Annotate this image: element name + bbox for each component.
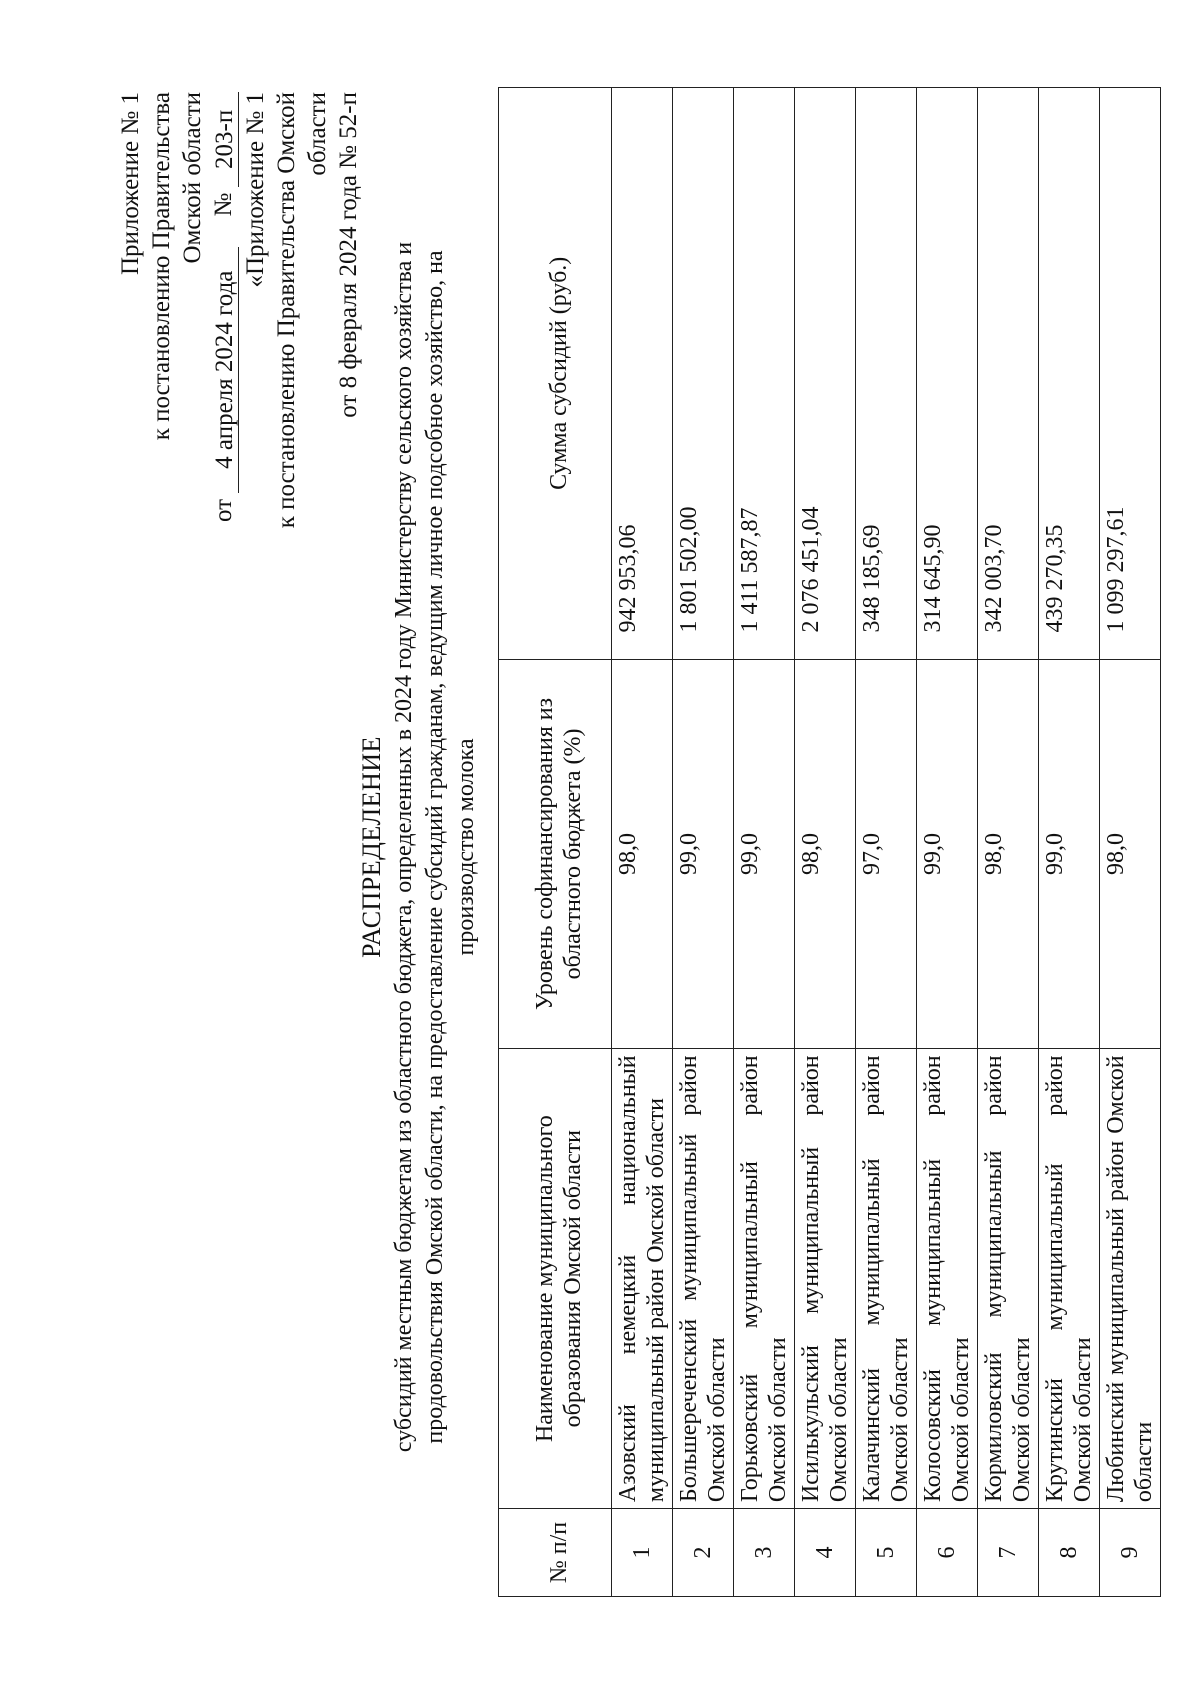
row-sum: 1 801 502,00 [673,88,734,660]
row-sum: 1 411 587,87 [734,88,795,660]
document-subtitle: субсидий местным бюджетам из областного бюджета, определенных в 2024 году Министерству сельского хозяйства и продовольствия Омской области, на предоставление субсидий гражданам, ведущим личное подсобное хозяйство, на производство молока [391,241,479,1453]
row-num: 3 [734,1509,795,1597]
row-level: 99,0 [673,659,734,1049]
row-level: 99,0 [734,659,795,1049]
row-sum: 942 953,06 [612,88,673,660]
appendix-resolution-line: к постановлению Правительства Омской области [148,92,206,441]
row-sum: 342 003,70 [978,88,1039,660]
table-row [917,88,978,1597]
row-level: 98,0 [1100,659,1161,1049]
appendix-header [115,92,239,522]
table-row [673,88,734,1597]
row-num: 8 [1039,1509,1100,1597]
table-row [612,88,673,1597]
document-title: РАСПРЕДЕЛЕНИЕ [357,736,386,958]
row-num: 6 [917,1509,978,1597]
appendix-title: Приложение № 1 [117,92,144,276]
row-level: 99,0 [917,659,978,1049]
table-row [856,88,917,1597]
appendix-date: 4 апреля 2024 года [212,247,239,493]
row-level: 97,0 [856,659,917,1049]
row-num: 2 [673,1509,734,1597]
row-name: Калачинский муниципальный район Омской области [856,1049,917,1509]
table-row [795,88,856,1597]
appendix-date-row [208,92,239,522]
row-name: Большереченский муниципальный район Омской области [673,1049,734,1509]
previous-appendix [240,92,364,617]
table-row [1039,88,1100,1597]
row-sum: 2 076 451,04 [795,88,856,660]
appendix-number: 203-п [212,92,239,187]
table-row [978,88,1039,1597]
header-name: Наименование муниципального образования Омской области [499,1049,612,1509]
row-name: Кормиловский муниципальный район Омской области [978,1049,1039,1509]
header-num: № п/п [499,1509,612,1597]
appendix-from-label: от [210,498,237,522]
document-title-block [355,157,482,1537]
table-row [734,88,795,1597]
row-name: Колосовский муниципальный район Омской области [917,1049,978,1509]
row-name: Крутинский муниципальный район Омской области [1039,1049,1100,1509]
row-num: 5 [856,1509,917,1597]
row-level: 98,0 [978,659,1039,1049]
row-num: 4 [795,1509,856,1597]
row-name: Горьковский муниципальный район Омской области [734,1049,795,1509]
previous-appendix-date-number: от 8 февраля 2024 года № 52-п [335,92,362,418]
row-name: Азовский немецкий национальный муниципальный район Омской области [612,1049,673,1509]
row-level: 98,0 [612,659,673,1049]
row-level: 98,0 [795,659,856,1049]
row-sum: 439 270,35 [1039,88,1100,660]
row-sum: 348 185,69 [856,88,917,660]
header-sum: Сумма субсидий (руб.) [499,88,612,660]
row-name: Любинский муниципальный район Омской области [1100,1049,1161,1509]
row-name: Исилькульский муниципальный район Омской области [795,1049,856,1509]
header-level: Уровень софинансирования из областного бюджета (%) [499,659,612,1049]
row-num: 7 [978,1509,1039,1597]
row-level: 99,0 [1039,659,1100,1049]
row-sum: 314 645,90 [917,88,978,660]
table-header-row [499,88,612,1597]
row-sum: 1 099 297,61 [1100,88,1161,660]
previous-appendix-title: «Приложение № 1 [242,92,269,288]
previous-appendix-resolution-line: к постановлению Правительства Омской области [273,92,331,529]
row-num: 9 [1100,1509,1161,1597]
table-row [1100,88,1161,1597]
row-num: 1 [612,1509,673,1597]
distribution-table [498,87,1161,1597]
appendix-number-label: № [210,192,237,217]
